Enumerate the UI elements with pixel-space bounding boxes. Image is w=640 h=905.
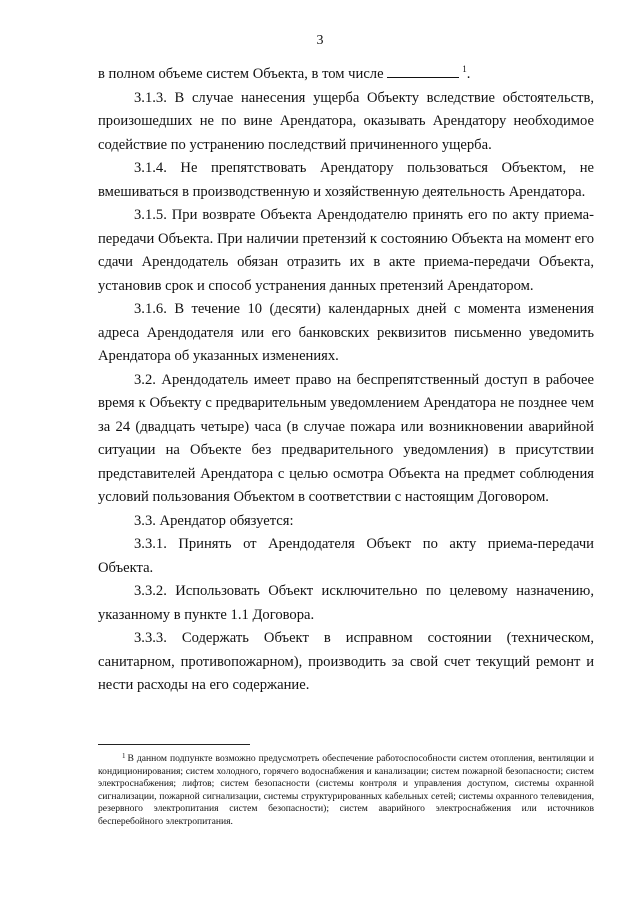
paragraph-3-1-4: 3.1.4. Не препятствовать Арендатору пользоваться Объектом, не вмешиваться в производственную и хозяйственную деятельность Арендатора. xyxy=(98,160,594,200)
paragraph-3-3: 3.3. Арендатор обязуется: xyxy=(134,512,294,529)
document-body xyxy=(98,58,594,698)
footnote-mark: 1 xyxy=(122,752,126,760)
footnote-paragraph xyxy=(98,750,594,829)
paragraph-3-1-5: 3.1.5. При возврате Объекта Арендодателю принять его по акту приема-передачи Объекта. При наличии претензий к состоянию Объекта на момент его сдачи Арендодатель обязан отразить их в акте приема-передачи Объекта, установив срок и способ устранения данных претензий Арендатором. xyxy=(98,207,594,294)
paragraph-3-2: 3.2. Арендодатель имеет право на беспрепятственный доступ в рабочее время к Объекту с предварительным уведомлением Арендатора не позднее чем за 24 (двадцать четыре) часа (в случае пожара или возникновении аварийной ситуации на Объекте без предварительного уведомления) в присутствии представителей Арендатора с целью осмотра Объекта на предмет соблюдения условий пользования Объектом в соответствии с настоящим Договором. xyxy=(98,371,594,505)
footnote-reference: 1 xyxy=(462,64,467,74)
paragraph-3-3-3: 3.3.3. Содержать Объект в исправном состоянии (техническом, санитарном, противопожарном), производить за свой счет текущий ремонт и нести расходы на его содержание. xyxy=(98,630,594,693)
paragraph-3-1-6: 3.1.6. В течение 10 (десяти) календарных дней с момента изменения адреса Арендодателя или его банковских реквизитов письменно уведомить Арендатора об указанных изменениях. xyxy=(98,301,594,364)
paragraph-3-3-2: 3.3.2. Использовать Объект исключительно по целевому назначению, указанному в пункте 1.1 Договора. xyxy=(98,583,594,623)
footnote-text: В данном подпункте возможно предусмотреть обеспечение работоспособности систем отопления, вентиляции и кондиционирования; систем холодного, горячего водоснабжения и канализации; систем пожарной безопасности; систем электроснабжения; лифтов; систем безопасности (системы контроля и управления доступом, системы охранной сигнализации, пожарной сигнализации, системы структурированных кабельных сетей; системы охранного телевидения, резервного электропитания систем безопасности); систем аварийного электроснабжения или источников бесперебойного электропитания. xyxy=(98,753,594,827)
page-number: 3 xyxy=(316,33,324,48)
continuation-period: . xyxy=(466,66,471,82)
paragraph-3-1-3: 3.1.3. В случае нанесения ущерба Объекту вследствие обстоятельств, произошедших не по вине Арендатора, оказывать Арендатору необходимое содействие по устранению последствий причиненного ущерба. xyxy=(98,89,594,153)
continuation-line xyxy=(98,58,594,87)
footnote-separator xyxy=(98,744,250,745)
paragraph-3-3-1: 3.3.1. Принять от Арендодателя Объект по акту приема-передачи Объекта. xyxy=(98,536,594,576)
fill-in-blank xyxy=(387,65,459,78)
footnote xyxy=(98,750,594,829)
continuation-text: в полном объеме систем Объекта, в том числе xyxy=(98,66,384,82)
